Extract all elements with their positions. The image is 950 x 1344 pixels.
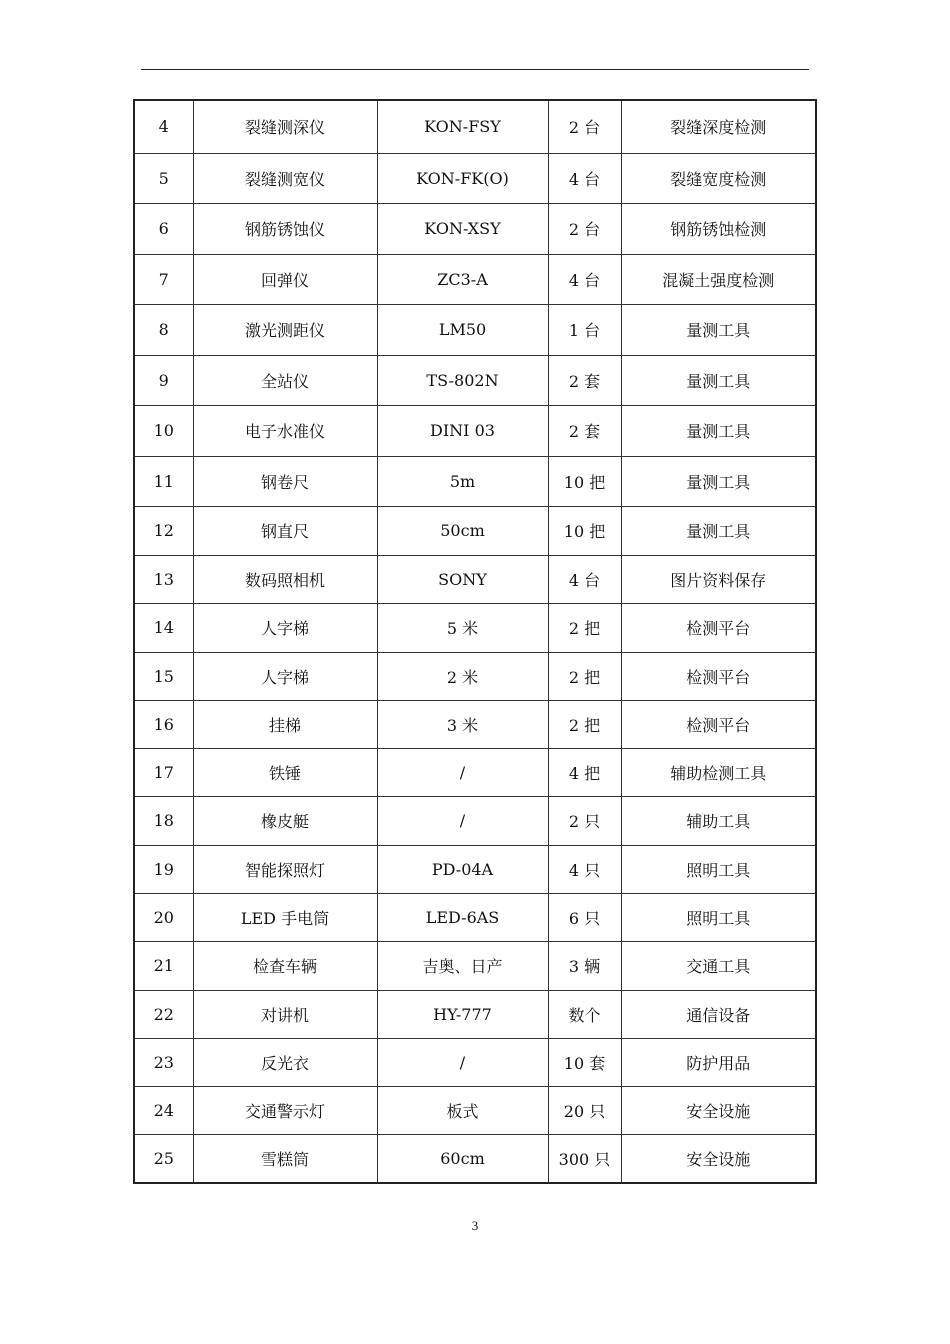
quantity-cell: 6 只 (548, 893, 621, 941)
row-index-cell: 14 (135, 603, 193, 652)
row-index-cell: 22 (135, 990, 193, 1038)
equipment-name-cell: 反光衣 (193, 1038, 377, 1086)
equipment-name-cell: 橡皮艇 (193, 796, 377, 845)
model-cell: KON-FSY (377, 101, 548, 153)
table-row (135, 990, 815, 1038)
row-index-cell: 4 (135, 101, 193, 153)
model-cell: 50cm (377, 506, 548, 555)
row-index-cell: 21 (135, 941, 193, 990)
quantity-cell: 10 把 (548, 456, 621, 506)
table-row (135, 796, 815, 845)
equipment-name-cell: 雪糕筒 (193, 1134, 377, 1182)
equipment-name-cell: 检查车辆 (193, 941, 377, 990)
purpose-cell: 图片资料保存 (621, 555, 815, 603)
purpose-cell: 裂缝深度检测 (621, 101, 815, 153)
table-row (135, 941, 815, 990)
table-row (135, 893, 815, 941)
page-number: 3 (471, 1218, 479, 1233)
row-index-cell: 25 (135, 1134, 193, 1182)
purpose-cell: 量测工具 (621, 304, 815, 355)
equipment-table-frame (133, 99, 817, 1184)
table-row (135, 748, 815, 796)
quantity-cell: 2 套 (548, 405, 621, 456)
equipment-name-cell: 裂缝测深仪 (193, 101, 377, 153)
purpose-cell: 照明工具 (621, 893, 815, 941)
row-index-cell: 7 (135, 254, 193, 304)
table-row (135, 304, 815, 355)
equipment-name-cell: 人字梯 (193, 652, 377, 700)
purpose-cell: 检测平台 (621, 652, 815, 700)
quantity-cell: 300 只 (548, 1134, 621, 1182)
table-row (135, 203, 815, 254)
equipment-name-cell: 钢筋锈蚀仪 (193, 203, 377, 254)
model-cell: / (377, 1038, 548, 1086)
table-row (135, 254, 815, 304)
model-cell: 3 米 (377, 700, 548, 748)
table-row (135, 1038, 815, 1086)
model-cell: PD-04A (377, 845, 548, 893)
table-row (135, 101, 815, 153)
purpose-cell: 辅助检测工具 (621, 748, 815, 796)
model-cell: / (377, 748, 548, 796)
row-index-cell: 15 (135, 652, 193, 700)
row-index-cell: 24 (135, 1086, 193, 1134)
quantity-cell: 2 把 (548, 700, 621, 748)
row-index-cell: 20 (135, 893, 193, 941)
purpose-cell: 照明工具 (621, 845, 815, 893)
table-row (135, 153, 815, 203)
quantity-cell: 2 把 (548, 652, 621, 700)
quantity-cell: 4 台 (548, 153, 621, 203)
row-index-cell: 16 (135, 700, 193, 748)
model-cell: 5 米 (377, 603, 548, 652)
equipment-name-cell: 裂缝测宽仪 (193, 153, 377, 203)
model-cell: TS-802N (377, 355, 548, 405)
quantity-cell: 数个 (548, 990, 621, 1038)
quantity-cell: 10 套 (548, 1038, 621, 1086)
purpose-cell: 检测平台 (621, 700, 815, 748)
quantity-cell: 20 只 (548, 1086, 621, 1134)
equipment-name-cell: 钢卷尺 (193, 456, 377, 506)
equipment-table-body (135, 101, 815, 1182)
table-row (135, 1134, 815, 1182)
quantity-cell: 4 把 (548, 748, 621, 796)
table-row (135, 603, 815, 652)
model-cell: HY-777 (377, 990, 548, 1038)
model-cell: / (377, 796, 548, 845)
model-cell: SONY (377, 555, 548, 603)
model-cell: DINI 03 (377, 405, 548, 456)
model-cell: 60cm (377, 1134, 548, 1182)
model-cell: 吉奥、日产 (377, 941, 548, 990)
table-row (135, 456, 815, 506)
purpose-cell: 裂缝宽度检测 (621, 153, 815, 203)
table-row (135, 405, 815, 456)
row-index-cell: 9 (135, 355, 193, 405)
purpose-cell: 量测工具 (621, 405, 815, 456)
table-row (135, 355, 815, 405)
model-cell: 5m (377, 456, 548, 506)
equipment-name-cell: 数码照相机 (193, 555, 377, 603)
table-row (135, 700, 815, 748)
row-index-cell: 18 (135, 796, 193, 845)
model-cell: 板式 (377, 1086, 548, 1134)
purpose-cell: 安全设施 (621, 1134, 815, 1182)
quantity-cell: 2 只 (548, 796, 621, 845)
equipment-name-cell: 铁锤 (193, 748, 377, 796)
quantity-cell: 1 台 (548, 304, 621, 355)
header-rule (141, 69, 809, 70)
row-index-cell: 11 (135, 456, 193, 506)
quantity-cell: 10 把 (548, 506, 621, 555)
equipment-name-cell: 激光测距仪 (193, 304, 377, 355)
equipment-name-cell: 全站仪 (193, 355, 377, 405)
quantity-cell: 4 台 (548, 555, 621, 603)
row-index-cell: 19 (135, 845, 193, 893)
model-cell: KON-FK(O) (377, 153, 548, 203)
purpose-cell: 辅助工具 (621, 796, 815, 845)
purpose-cell: 防护用品 (621, 1038, 815, 1086)
purpose-cell: 混凝土强度检测 (621, 254, 815, 304)
equipment-table (135, 101, 815, 1182)
equipment-name-cell: 交通警示灯 (193, 1086, 377, 1134)
purpose-cell: 钢筋锈蚀检测 (621, 203, 815, 254)
purpose-cell: 通信设备 (621, 990, 815, 1038)
quantity-cell: 4 只 (548, 845, 621, 893)
quantity-cell: 3 辆 (548, 941, 621, 990)
row-index-cell: 8 (135, 304, 193, 355)
purpose-cell: 安全设施 (621, 1086, 815, 1134)
row-index-cell: 5 (135, 153, 193, 203)
purpose-cell: 交通工具 (621, 941, 815, 990)
quantity-cell: 2 套 (548, 355, 621, 405)
table-row (135, 652, 815, 700)
quantity-cell: 4 台 (548, 254, 621, 304)
table-row (135, 845, 815, 893)
equipment-name-cell: 钢直尺 (193, 506, 377, 555)
equipment-name-cell: 电子水准仪 (193, 405, 377, 456)
quantity-cell: 2 台 (548, 203, 621, 254)
quantity-cell: 2 把 (548, 603, 621, 652)
model-cell: KON-XSY (377, 203, 548, 254)
equipment-name-cell: 人字梯 (193, 603, 377, 652)
row-index-cell: 23 (135, 1038, 193, 1086)
row-index-cell: 13 (135, 555, 193, 603)
row-index-cell: 10 (135, 405, 193, 456)
model-cell: 2 米 (377, 652, 548, 700)
model-cell: LED-6AS (377, 893, 548, 941)
row-index-cell: 17 (135, 748, 193, 796)
row-index-cell: 12 (135, 506, 193, 555)
quantity-cell: 2 台 (548, 101, 621, 153)
equipment-name-cell: 智能探照灯 (193, 845, 377, 893)
equipment-name-cell: LED 手电筒 (193, 893, 377, 941)
purpose-cell: 量测工具 (621, 506, 815, 555)
model-cell: LM50 (377, 304, 548, 355)
equipment-name-cell: 对讲机 (193, 990, 377, 1038)
row-index-cell: 6 (135, 203, 193, 254)
model-cell: ZC3-A (377, 254, 548, 304)
table-row (135, 555, 815, 603)
purpose-cell: 量测工具 (621, 456, 815, 506)
equipment-name-cell: 挂梯 (193, 700, 377, 748)
table-row (135, 506, 815, 555)
equipment-name-cell: 回弹仪 (193, 254, 377, 304)
purpose-cell: 量测工具 (621, 355, 815, 405)
table-row (135, 1086, 815, 1134)
purpose-cell: 检测平台 (621, 603, 815, 652)
